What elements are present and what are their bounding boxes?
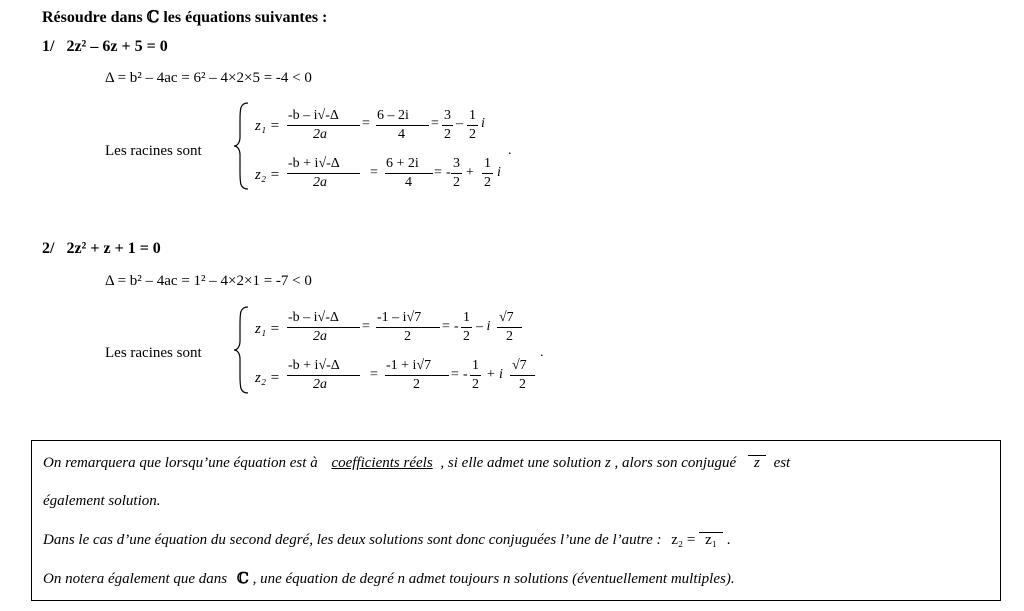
ex1-dot: . [508,143,512,158]
ex1-heading [42,38,168,56]
ex2-z2-name: z₂ = [255,370,280,386]
ex2-z1-bar4 [497,327,522,328]
ex2-z1-den4: 2 [506,329,513,344]
ex1-z1-bar3 [442,125,453,126]
ex1-z1-bar4 [467,125,478,126]
ex1-brace [232,101,252,191]
ex2-z2-den1: 2a [313,377,327,392]
title-text-end: les équations suivantes : [163,9,328,26]
ex1-z2-num1: -b + i√-Δ [288,156,340,171]
ex2-z1-sign: - [454,319,459,334]
ex1-equation: 2z² – 6z + 5 = 0 [66,38,168,55]
ex2-brace [232,305,252,395]
ex1-z1-den2: 4 [398,127,405,142]
ex1-z2-sign: - [446,165,451,180]
remark-text-cont: , si elle admet une solution z , alors son conjugué [440,455,737,471]
remark-line-3-text: Dans le cas d’une équation du second degré, les deux solutions sont donc conjuguées l’une de l’autre : [43,532,662,548]
ex1-z1-num1: -b – i√-Δ [288,108,339,123]
ex2-z1-den2: 2 [404,329,411,344]
ex2-roots-label: Les racines sont [105,345,202,361]
title-text: Résoudre dans [42,9,143,26]
remark-line-4-end: , une équation de degré n admet toujours n solutions (éventuellement multiples). [252,571,735,587]
ex1-z2-bar4 [482,173,493,174]
z1-conjugate: z₁ [699,532,723,547]
ex1-z1-den4: 2 [469,127,476,142]
ex1-z1-num3: 3 [444,108,451,123]
ex2-label: 2/ [42,240,55,257]
ex2-z1-den1: 2a [313,329,327,344]
ex1-label: 1/ [42,38,55,55]
ex2-z1-bar3 [461,327,472,328]
ex1-z2-bar2 [385,173,433,174]
conjugate-z: z [748,455,766,470]
ex2-z2-bar4 [510,375,535,376]
ex2-z1-den3: 2 [463,329,470,344]
ex1-z2-i: i [497,165,501,180]
ex2-z2-sign: - [463,367,468,382]
ex1-z2-eq2: = [434,165,442,180]
exercise-title [42,8,327,27]
ex2-z1-eq1: = [362,319,370,334]
ex2-z2-den2: 2 [413,377,420,392]
remark-box [31,440,1001,601]
ex1-z1-bar1 [287,125,360,126]
ex2-z2-op: + i [486,367,503,382]
ex2-dot: . [540,345,544,360]
ex1-z2-den2: 4 [405,175,412,190]
ex1-z2-num4: 1 [484,156,491,171]
ex2-z1-name: z₁ = [255,321,280,337]
ex1-delta: Δ = b² – 4ac = 6² – 4×2×5 = -4 < 0 [105,70,312,86]
remark-line-2: également solution. [43,493,161,509]
ex1-z2-op: + [466,165,474,180]
ex1-z1-den3: 2 [444,127,451,142]
ex2-z2-den4: 2 [519,377,526,392]
ex2-z1-num1: -b – i√-Δ [288,310,339,325]
ex2-equation: 2z² + z + 1 = 0 [66,240,161,257]
ex1-z1-eq2: = [431,116,439,131]
ex1-z1-op: – [456,116,463,131]
ex2-z1-eq2: = [442,319,450,334]
ex1-z1-num4: 1 [469,108,476,123]
ex2-delta: Δ = b² – 4ac = 1² – 4×2×1 = -7 < 0 [105,273,312,289]
ex2-z1-op: – i [476,319,491,334]
ex1-z1-bar2 [376,125,429,126]
ex2-z1-num3: 1 [463,310,470,325]
ex2-z2-num2: -1 + i√7 [386,358,432,373]
z2-symbol: z₂ = [671,532,696,548]
complex-set-symbol-2: ℂ [236,569,249,587]
ex1-z2-den4: 2 [484,175,491,190]
ex2-z2-eq2: = [451,367,459,382]
ex1-z2-name: z₂ = [255,167,280,183]
ex2-z1-bar2 [376,327,440,328]
ex1-z1-num2: 6 – 2i [377,108,409,123]
ex2-z2-eq1: = [370,367,378,382]
ex1-z1-i: i [481,116,485,131]
ex1-z1-name: z₁ = [255,118,280,134]
ex2-z1-num4: √7 [499,310,514,325]
remark-line-1 [43,455,790,472]
ex2-z1-num2: -1 – i√7 [377,310,422,325]
ex2-z2-bar1 [287,375,360,376]
remark-line-4 [43,570,735,588]
remark-line-3 [43,532,730,549]
ex2-heading [42,240,161,258]
ex2-z2-bar3 [470,375,481,376]
remark-text: On remarquera que lorsqu’une équation est à [43,455,318,471]
ex1-z1-eq1: = [362,116,370,131]
remark-line-4-text: On notera également que dans [43,571,228,587]
ex1-z2-num3: 3 [453,156,460,171]
ex1-z2-bar3 [451,173,462,174]
ex2-z2-num1: -b + i√-Δ [288,358,340,373]
coefficients-reels-underlined: coefficients réels [331,455,433,471]
ex2-z2-num3: 1 [472,358,479,373]
ex1-z2-eq1: = [370,165,378,180]
ex1-z2-den3: 2 [453,175,460,190]
ex2-z2-den3: 2 [472,377,479,392]
remark-line-3-end: . [726,532,731,548]
ex2-z2-bar2 [385,375,449,376]
ex1-z2-den1: 2a [313,175,327,190]
ex2-z2-num4: √7 [512,358,527,373]
ex1-roots-label: Les racines sont [105,143,202,159]
complex-set-symbol: ℂ [146,7,160,26]
ex2-z1-bar1 [287,327,360,328]
ex1-z1-den1: 2a [313,127,327,142]
remark-text-end: est [773,455,791,471]
ex1-z2-bar1 [287,173,360,174]
ex1-z2-num2: 6 + 2i [386,156,419,171]
